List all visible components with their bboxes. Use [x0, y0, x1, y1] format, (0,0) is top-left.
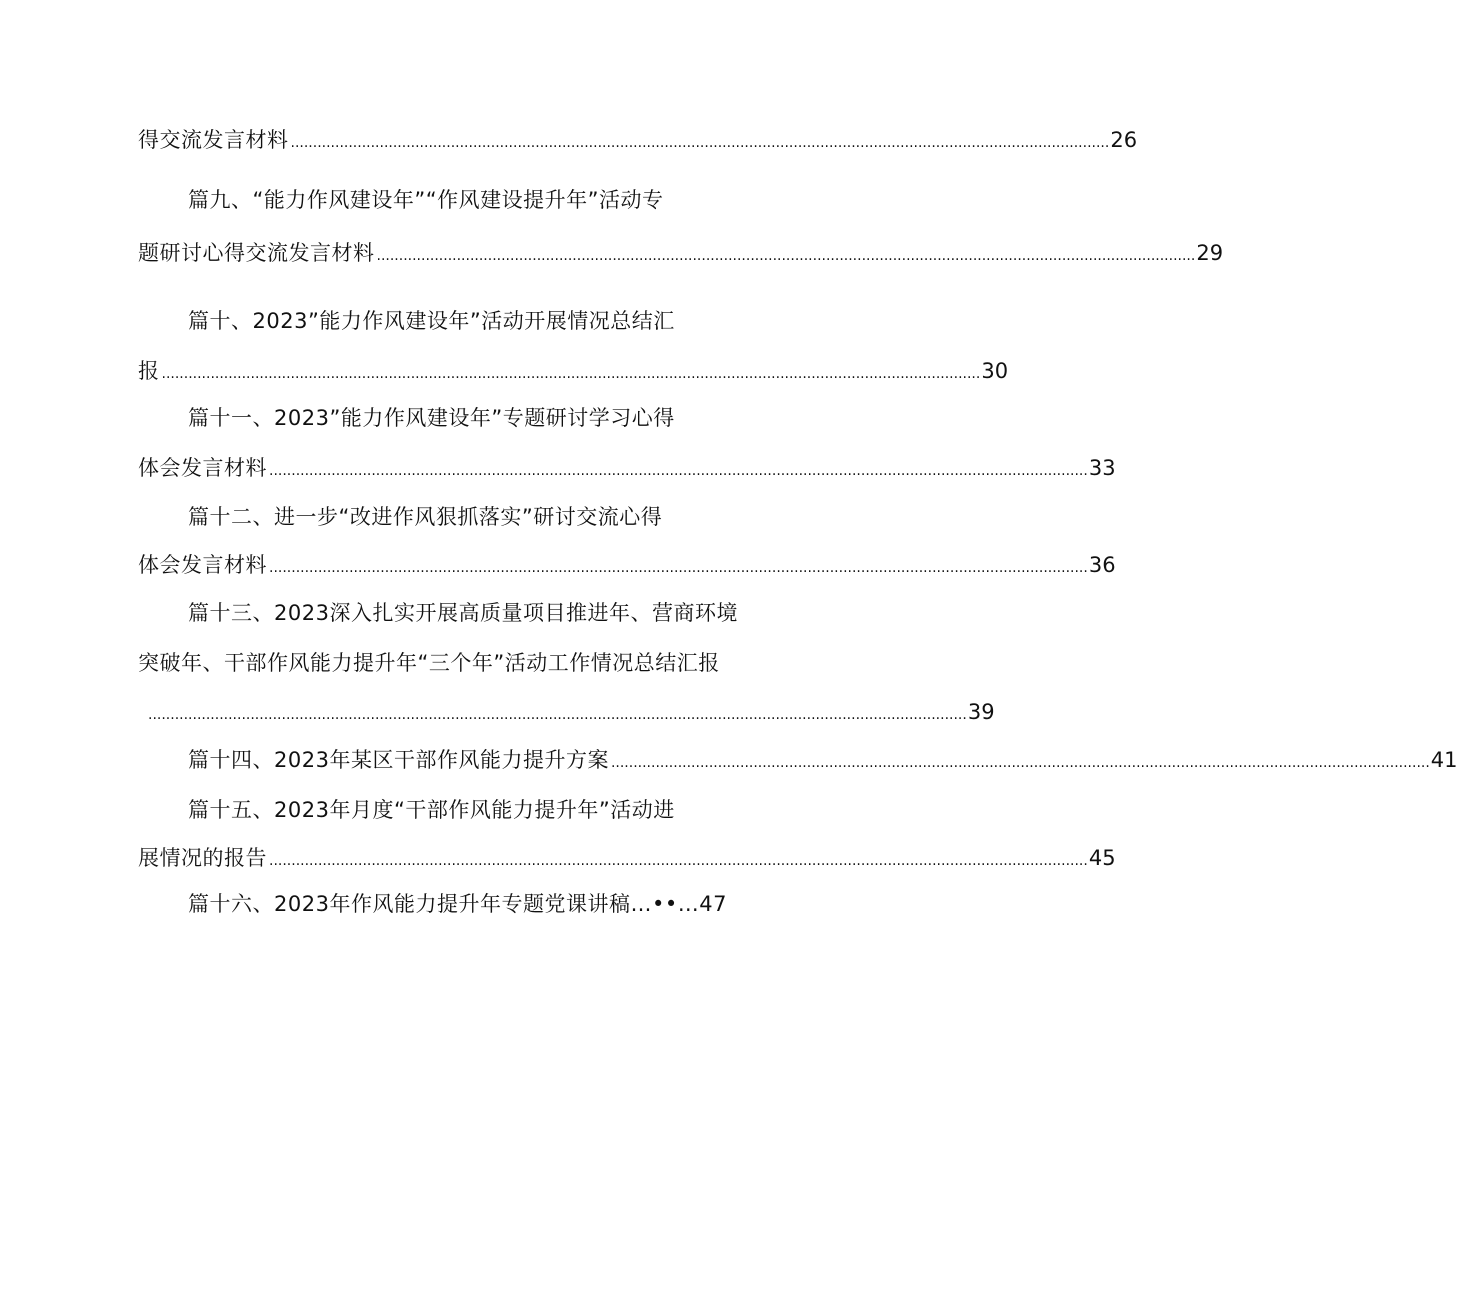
page-number: 39: [967, 700, 995, 724]
page-number: 45: [1088, 846, 1116, 870]
page-number: 30: [981, 359, 1009, 383]
toc-entry-line[interactable]: [188, 745, 1458, 778]
leader-dots: ........................................................................................................................................................................................: [148, 707, 967, 723]
toc-entry-text: 题研讨心得交流发言材料: [138, 241, 375, 265]
toc-entry-heading[interactable]: 篇十六、2023年作风能力提升年专题党课讲稿…••…47: [188, 892, 727, 916]
leader-dots: ........................................................................................................................................................................................: [376, 248, 1196, 264]
leader-dots: ........................................................................................................................................................................................: [269, 463, 1088, 479]
page-number: 41: [1430, 748, 1458, 772]
toc-entry-heading[interactable]: 篇十一、2023”能力作风建设年”专题研讨学习心得: [188, 406, 675, 430]
toc-entry-line[interactable]: [138, 843, 1116, 876]
toc-entry-heading[interactable]: 篇十三、2023深入扎实开展高质量项目推进年、营商环境: [188, 601, 738, 625]
toc-entry-heading[interactable]: 篇十二、进一步“改进作风狠抓落实”研讨交流心得: [188, 505, 663, 529]
toc-entry-line[interactable]: [138, 356, 1009, 389]
leader-dots: ........................................................................................................................................................................................: [269, 560, 1088, 576]
toc-entry-text: 报: [138, 359, 160, 383]
leader-dots: ........................................................................................................................................................................................: [269, 853, 1088, 869]
toc-entry-line[interactable]: [138, 550, 1116, 583]
leader-dots: ........................................................................................................................................................................................: [161, 366, 981, 382]
toc-entry-heading[interactable]: 篇十、2023”能力作风建设年”活动开展情况总结汇: [188, 309, 675, 333]
toc-entry-line[interactable]: [138, 238, 1224, 271]
toc-entry-line[interactable]: [146, 697, 995, 730]
toc-entry-line[interactable]: [138, 453, 1116, 486]
toc-entry-heading-continued[interactable]: 突破年、干部作风能力提升年“三个年”活动工作情况总结汇报: [138, 651, 720, 675]
page-number: 36: [1088, 553, 1116, 577]
toc-entry-text: 得交流发言材料: [138, 128, 289, 152]
toc-entry-line[interactable]: [138, 125, 1138, 158]
leader-dots: ........................................................................................................................................................................................: [290, 135, 1110, 151]
toc-entry-text: 篇十四、2023年某区干部作风能力提升方案: [188, 748, 609, 772]
toc-entry-text: 体会发言材料: [138, 456, 267, 480]
page-number: 33: [1088, 456, 1116, 480]
page-number: 29: [1196, 241, 1224, 265]
page-number: 26: [1110, 128, 1138, 152]
toc-entry-heading[interactable]: 篇九、“能力作风建设年”“作风建设提升年”活动专: [188, 188, 664, 212]
leader-dots: ........................................................................................................................................................................................: [610, 755, 1430, 771]
toc-entry-heading[interactable]: 篇十五、2023年月度“干部作风能力提升年”活动进: [188, 798, 675, 822]
toc-entry-text: 展情况的报告: [138, 846, 267, 870]
toc-entry-text: 体会发言材料: [138, 553, 267, 577]
